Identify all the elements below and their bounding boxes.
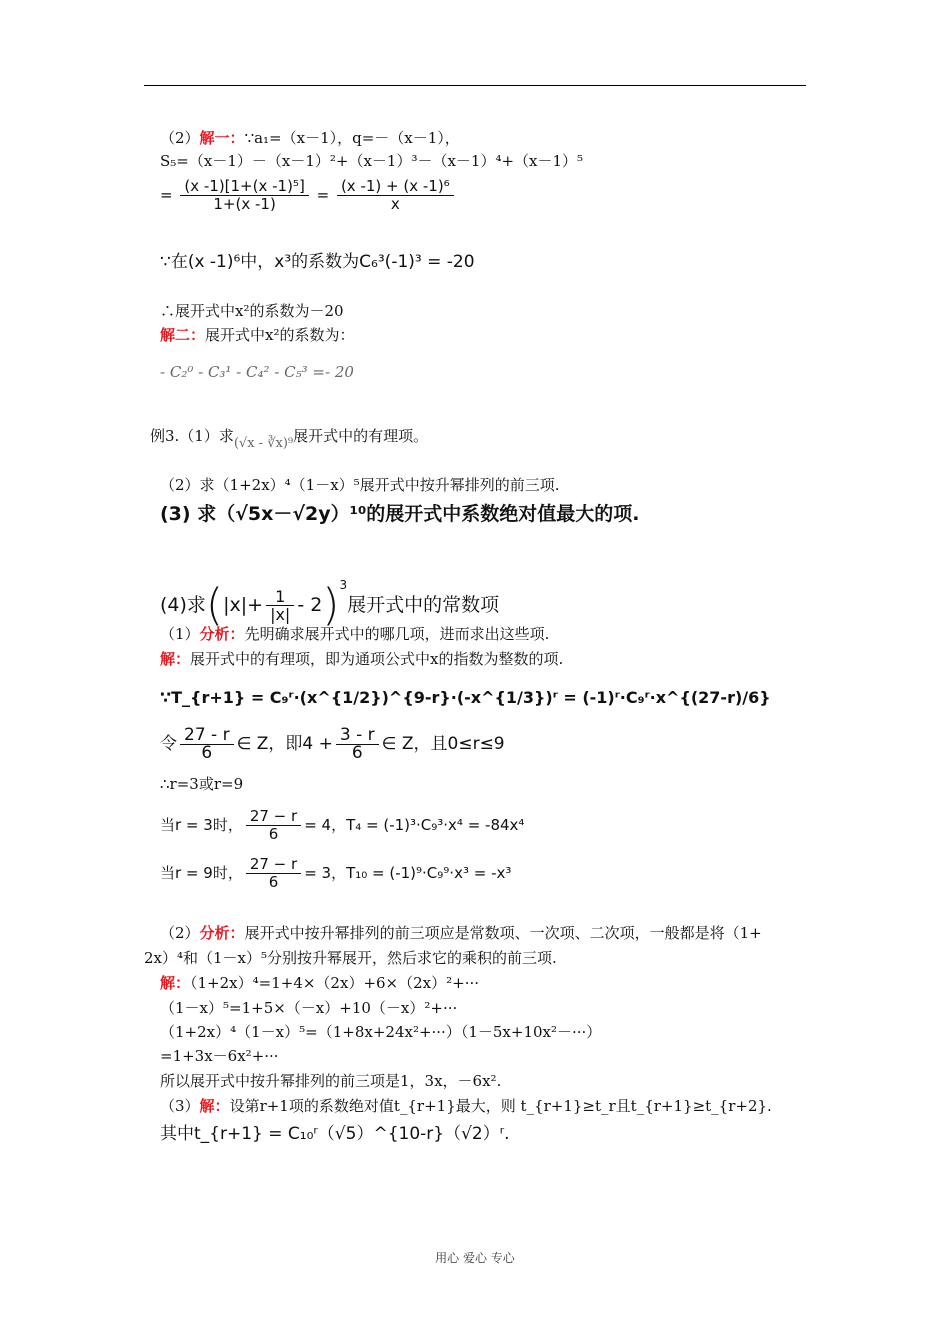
header-rule: [144, 85, 806, 86]
example3-q1-expression: (√x - ∛x)⁹: [233, 436, 294, 451]
sol2-intro: （2）: [160, 129, 200, 147]
sol2-label-2: 解二：: [160, 326, 206, 344]
condition-fraction-2: $\frac{3 - r}{6}$: [336, 727, 379, 762]
part2-solution-label: 解：: [160, 974, 191, 992]
part1-solution: 解：展开式中的有理项，即为通项公式中x的指数为整数的项.: [160, 650, 564, 668]
part2-analysis-label: 分析：: [199, 924, 245, 942]
sol2-combination-line: - C₂⁰ - C₃¹ - C₄² - C₅³ =- 20: [160, 363, 354, 381]
example3-q1: 例3.（1）求(√x - ∛x)⁹展开式中的有理项。: [150, 427, 429, 451]
part1-condition: 令 $\frac{27 - r}{6}$ ∈ Z，即4 + $\frac{3 - r}{6}$ ∈ Z，且0≤r≤9: [160, 724, 505, 763]
sol2-line1: [160, 128, 460, 148]
part1-analysis: （1）分析：先明确求展开式中的哪几项，进而求出这些项.: [160, 625, 550, 643]
sol2-fraction-line: = $\frac{\text{(x -1)[1+(x -1)⁵]}}{1+(x -1)}$ = $\frac{\text{(x -1) + (x -1)⁶}}{x}$: [160, 176, 457, 214]
part3-term: 其中t_{r+1} = C₁₀ʳ（√5）^{10-r}（√2）ʳ.: [160, 1124, 510, 1144]
sol2-coef-line: ∵在(x -1)⁶中，x³的系数为C₆³(-1)³ = -20: [160, 252, 475, 272]
case-r3-fraction: $\frac{27 - r}{6}$: [246, 808, 301, 843]
sol2-method2-line: [160, 325, 355, 345]
sol2-result-line: ∴展开式中x²的系数为－20: [160, 302, 344, 320]
condition-fraction-1: $\frac{27 - r}{6}$: [180, 727, 234, 762]
part3-solution: （3）解：设第r+1项的系数绝对值t_{r+1}最大，则 t_{r+1}≥t_r且t_{r+1}≥t_{r+2}.: [160, 1097, 772, 1115]
example3-q4: (4)求(|x|+ $\frac{1}{|x|}$ - 2)$^3$展开式中的常数项: [160, 578, 500, 631]
sol2-label-1: 解一：: [199, 129, 245, 147]
part2-analysis: （2）分析：展开式中按升幂排列的前三项应是常数项、一次项、二次项，一般都是将（1+: [160, 924, 762, 942]
part1-r-values: ∴r=3或r=9: [160, 775, 244, 793]
part1-general-term: ∵T_{r+1} = C₉ʳ·(x^{1/2})^{9-r}·(-x^{1/3})ʳ = (-1)ʳ·C₉ʳ·x^{(27-r)/6}: [160, 688, 771, 707]
part2-analysis-cont: 2x）⁴和（1－x）⁵分别按升幂展开，然后求它的乘积的前三项.: [144, 949, 557, 967]
part1-case-r3: 当r = 3时， $\frac{27 - r}{6}$ = 4，T₄ = (-1)³·C₉³·x⁴ = -84x⁴: [160, 807, 525, 843]
part2-line5: 所以展开式中按升幂排列的前三项是1，3x，－6x².: [160, 1072, 502, 1090]
part2-line1: 解：（1+2x）⁴=1+4×（2x）+6×（2x）²+···: [160, 974, 480, 992]
sol2-line2: S₅=（x－1）－（x－1）²+（x－1）³－（x－1）⁴+（x－1）⁵: [160, 152, 584, 170]
part2-line3: （1+2x）⁴（1－x）⁵=（1+8x+24x²+···）（1－5x+10x²－···）: [160, 1023, 602, 1041]
part2-line4: =1+3x－6x²+···: [160, 1047, 279, 1065]
example3-q3: (3) 求（√5x－√2y）¹⁰的展开式中系数绝对值最大的项.: [160, 503, 640, 525]
part3-solution-label: 解：: [199, 1097, 230, 1115]
part2-line2: （1－x）⁵=1+5×（－x）+10（－x）²+···: [160, 999, 458, 1017]
sol2-text-1: ∵a₁=（x－1），q=－（x－1），: [244, 129, 460, 147]
page-footer: 用心 爱心 专心: [435, 1251, 515, 1265]
q4-fraction: $\frac{1}{|x|}$: [266, 588, 294, 623]
fraction-1: $\frac{\text{(x -1)[1+(x -1)⁵]}}{1+(x -1)}$: [180, 178, 308, 213]
sol2-text-2: 展开式中x²的系数为：: [205, 326, 355, 344]
part1-case-r9: 当r = 9时， $\frac{27 - r}{6}$ = 3，T₁₀ = (-1)⁹·C₉⁹·x³ = -x³: [160, 855, 512, 891]
fraction-2: $\frac{\text{(x -1) + (x -1)⁶}}{x}$: [337, 178, 454, 213]
example3-q2: （2）求（1+2x）⁴（1－x）⁵展开式中按升幂排列的前三项.: [160, 476, 560, 494]
part1-solution-label: 解：: [160, 650, 191, 668]
case-r9-fraction: $\frac{27 - r}{6}$: [246, 856, 301, 891]
part1-analysis-label: 分析：: [199, 625, 245, 643]
